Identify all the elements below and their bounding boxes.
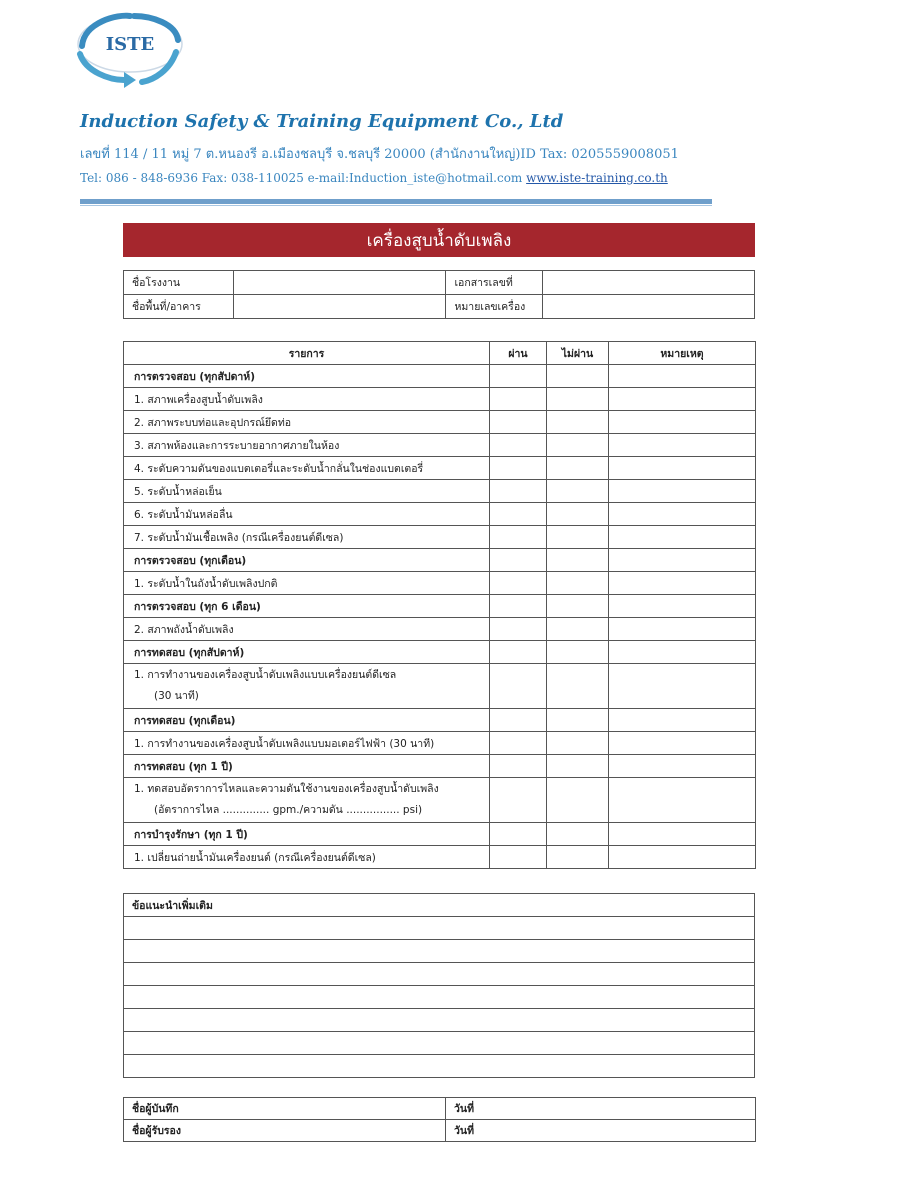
table-row xyxy=(124,503,756,526)
logo-text: ISTE xyxy=(105,34,155,55)
area-label: ชื่อพื้นที่/อาคาร xyxy=(124,295,234,319)
notes-field[interactable] xyxy=(124,986,755,1009)
pass-cell[interactable] xyxy=(490,709,547,732)
pass-cell[interactable] xyxy=(490,823,547,846)
fail-cell[interactable] xyxy=(547,480,609,503)
remark-cell[interactable] xyxy=(609,549,756,572)
header-divider-thin xyxy=(80,205,712,206)
fail-cell[interactable] xyxy=(547,641,609,664)
factory-name-label: ชื่อโรงงาน xyxy=(124,271,234,295)
notes-heading: ข้อแนะนำเพิ่มเติม xyxy=(124,894,755,917)
pass-cell[interactable] xyxy=(490,526,547,549)
checklist-item: 6. ระดับน้ำมันหล่อลื่น xyxy=(124,503,490,526)
pass-cell[interactable] xyxy=(490,549,547,572)
pass-cell[interactable] xyxy=(490,457,547,480)
doc-no-field[interactable] xyxy=(543,271,755,295)
checklist-table xyxy=(123,341,756,869)
notes-line xyxy=(124,963,755,986)
machine-no-field[interactable] xyxy=(543,295,755,319)
fail-cell[interactable] xyxy=(547,664,609,709)
company-address: เลขที่ 114 / 11 หมู่ 7 ต.หนองรี อ.เมืองชลบุรี จ.ชลบุรี 20000 (สำนักงานใหญ่)ID Tax: 0205559008051 xyxy=(80,147,679,162)
table-row xyxy=(124,411,756,434)
checklist-item: 1. สภาพเครื่องสูบน้ำดับเพลิง xyxy=(124,388,490,411)
remark-cell[interactable] xyxy=(609,778,756,823)
checklist-item: 1. การทำงานของเครื่องสูบน้ำดับเพลิงแบบมอเตอร์ไฟฟ้า (30 นาที) xyxy=(124,732,490,755)
remark-cell[interactable] xyxy=(609,526,756,549)
header-remark: หมายเหตุ xyxy=(609,342,756,365)
fail-cell[interactable] xyxy=(547,434,609,457)
company-contact xyxy=(80,171,668,185)
pass-cell[interactable] xyxy=(490,572,547,595)
pass-cell[interactable] xyxy=(490,664,547,709)
fail-cell[interactable] xyxy=(547,846,609,869)
pass-cell[interactable] xyxy=(490,732,547,755)
section-heading: การตรวจสอบ (ทุกสัปดาห์) xyxy=(124,365,490,388)
fail-cell[interactable] xyxy=(547,526,609,549)
section-row xyxy=(124,365,756,388)
notes-line xyxy=(124,940,755,963)
fail-cell[interactable] xyxy=(547,549,609,572)
remark-cell[interactable] xyxy=(609,434,756,457)
pass-cell[interactable] xyxy=(490,365,547,388)
checklist-item: 2. สภาพถังน้ำดับเพลิง xyxy=(124,618,490,641)
approver-label: ชื่อผู้รับรอง xyxy=(124,1120,446,1142)
area-field[interactable] xyxy=(233,295,446,319)
notes-line xyxy=(124,917,755,940)
machine-no-label: หมายเลขเครื่อง xyxy=(446,295,543,319)
section-row xyxy=(124,549,756,572)
recorder-date-label: วันที่ xyxy=(446,1098,756,1120)
checklist-item: 3. สภาพห้องและการระบายอากาศภายในห้อง xyxy=(124,434,490,457)
header-divider xyxy=(80,199,712,204)
remark-cell[interactable] xyxy=(609,411,756,434)
factory-name-field[interactable] xyxy=(233,271,446,295)
header-pass: ผ่าน xyxy=(490,342,547,365)
checklist-item-text-cont: (อัตราการไหล .............. gpm./ความดัน ................ psi) xyxy=(154,804,423,816)
section-heading: การตรวจสอบ (ทุกเดือน) xyxy=(124,549,490,572)
fail-cell[interactable] xyxy=(547,572,609,595)
company-name: Induction Safety & Training Equipment Co., Ltd xyxy=(80,111,564,132)
header-item: รายการ xyxy=(124,342,490,365)
checklist-item-text: 1. ทดสอบอัตราการไหลและความดันใช้งานของเครื่องสูบน้ำดับเพลิง xyxy=(134,783,439,795)
section-heading: การบำรุงรักษา (ทุก 1 ปี) xyxy=(124,823,490,846)
section-heading: การตรวจสอบ (ทุก 6 เดือน) xyxy=(124,595,490,618)
remark-cell[interactable] xyxy=(609,365,756,388)
table-row xyxy=(124,732,756,755)
checklist-item: 2. สภาพระบบท่อและอุปกรณ์ยึดท่อ xyxy=(124,411,490,434)
pass-cell[interactable] xyxy=(490,480,547,503)
pass-cell[interactable] xyxy=(490,846,547,869)
remark-cell[interactable] xyxy=(609,618,756,641)
checklist-item-text: 1. การทำงานของเครื่องสูบน้ำดับเพลิงแบบเครื่องยนต์ดีเซล xyxy=(134,669,397,681)
table-row xyxy=(124,457,756,480)
table-row xyxy=(124,846,756,869)
section-row xyxy=(124,823,756,846)
remark-cell[interactable] xyxy=(609,641,756,664)
remark-cell[interactable] xyxy=(609,503,756,526)
section-row xyxy=(124,641,756,664)
form-title: เครื่องสูบน้ำดับเพลิง xyxy=(123,223,755,257)
fail-cell[interactable] xyxy=(547,411,609,434)
pass-cell[interactable] xyxy=(490,595,547,618)
table-row xyxy=(124,778,756,823)
notes-line xyxy=(124,1055,755,1078)
recorder-label: ชื่อผู้บันทึก xyxy=(124,1098,446,1120)
pass-cell[interactable] xyxy=(490,434,547,457)
table-row xyxy=(124,434,756,457)
notes-field[interactable] xyxy=(124,1009,755,1032)
remark-cell[interactable] xyxy=(609,388,756,411)
checklist-item: 1. เปลี่ยนถ่ายน้ำมันเครื่องยนต์ (กรณีเครื่องยนต์ดีเซล) xyxy=(124,846,490,869)
notes-table xyxy=(123,893,755,1078)
checklist-item xyxy=(124,778,490,823)
pass-cell[interactable] xyxy=(490,618,547,641)
pass-cell[interactable] xyxy=(490,755,547,778)
fail-cell[interactable] xyxy=(547,778,609,823)
notes-field[interactable] xyxy=(124,1032,755,1055)
fail-cell[interactable] xyxy=(547,755,609,778)
fail-cell[interactable] xyxy=(547,388,609,411)
remark-cell[interactable] xyxy=(609,595,756,618)
section-heading: การทดสอบ (ทุก 1 ปี) xyxy=(124,755,490,778)
remark-cell[interactable] xyxy=(609,664,756,709)
doc-no-label: เอกสารเลขที่ xyxy=(446,271,543,295)
remark-cell[interactable] xyxy=(609,457,756,480)
fail-cell[interactable] xyxy=(547,732,609,755)
remark-cell[interactable] xyxy=(609,823,756,846)
remark-cell[interactable] xyxy=(609,480,756,503)
section-heading: การทดสอบ (ทุกสัปดาห์) xyxy=(124,641,490,664)
fail-cell[interactable] xyxy=(547,709,609,732)
info-table xyxy=(123,270,755,319)
section-row xyxy=(124,755,756,778)
checklist-item: 1. ระดับน้ำในถังน้ำดับเพลิงปกติ xyxy=(124,572,490,595)
fail-cell[interactable] xyxy=(547,618,609,641)
notes-field[interactable] xyxy=(124,917,755,940)
table-row xyxy=(124,526,756,549)
table-row xyxy=(124,572,756,595)
checklist-header xyxy=(124,342,756,365)
approver-date-label: วันที่ xyxy=(446,1120,756,1142)
notes-field[interactable] xyxy=(124,1055,755,1078)
remark-cell[interactable] xyxy=(609,709,756,732)
remark-cell[interactable] xyxy=(609,732,756,755)
fail-cell[interactable] xyxy=(547,823,609,846)
pass-cell[interactable] xyxy=(490,641,547,664)
checklist-item: 7. ระดับน้ำมันเชื้อเพลิง (กรณีเครื่องยนต์ดีเซล) xyxy=(124,526,490,549)
checklist-item xyxy=(124,664,490,709)
section-row xyxy=(124,709,756,732)
table-row xyxy=(124,618,756,641)
table-row xyxy=(124,664,756,709)
pass-cell[interactable] xyxy=(490,778,547,823)
checklist-item: 5. ระดับน้ำหล่อเย็น xyxy=(124,480,490,503)
remark-cell[interactable] xyxy=(609,572,756,595)
notes-line xyxy=(124,1009,755,1032)
signature-table xyxy=(123,1097,756,1142)
remark-cell[interactable] xyxy=(609,755,756,778)
pass-cell[interactable] xyxy=(490,411,547,434)
pass-cell[interactable] xyxy=(490,503,547,526)
header-fail: ไม่ผ่าน xyxy=(547,342,609,365)
pass-cell[interactable] xyxy=(490,388,547,411)
contact-details: Tel: 086 - 848-6936 Fax: 038-110025 e-mail:Induction_iste@hotmail.com xyxy=(80,171,523,185)
remark-cell[interactable] xyxy=(609,846,756,869)
fail-cell[interactable] xyxy=(547,365,609,388)
fail-cell[interactable] xyxy=(547,503,609,526)
checklist-item-text-cont: (30 นาที) xyxy=(154,690,199,702)
table-row xyxy=(124,480,756,503)
checklist-item: 4. ระดับความดันของแบตเตอรี่และระดับน้ำกลั่นในช่องแบตเตอรี่ xyxy=(124,457,490,480)
notes-field[interactable] xyxy=(124,940,755,963)
notes-field[interactable] xyxy=(124,963,755,986)
section-heading: การทดสอบ (ทุกเดือน) xyxy=(124,709,490,732)
fail-cell[interactable] xyxy=(547,457,609,480)
fail-cell[interactable] xyxy=(547,595,609,618)
table-row xyxy=(124,388,756,411)
company-logo xyxy=(72,10,188,94)
notes-line xyxy=(124,1032,755,1055)
notes-line xyxy=(124,986,755,1009)
section-row xyxy=(124,595,756,618)
website-link[interactable]: www.iste-training.co.th xyxy=(526,171,668,185)
